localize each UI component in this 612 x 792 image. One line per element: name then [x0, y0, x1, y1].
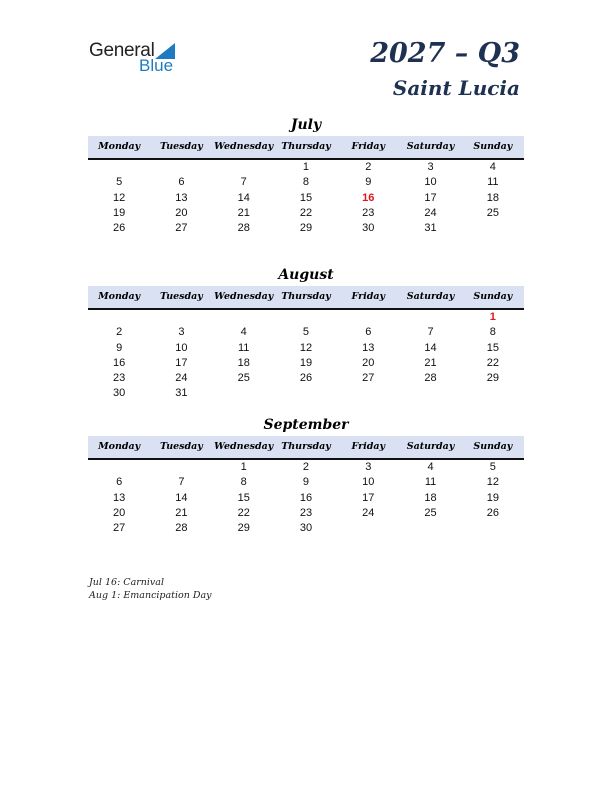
- date-cell: 16: [113, 356, 126, 369]
- week-row: [88, 356, 524, 371]
- date-cell: 27: [113, 522, 126, 535]
- date-cell: 24: [424, 206, 437, 219]
- date-cell: [462, 221, 524, 236]
- date-cell: 12: [113, 191, 126, 204]
- date-cell: [399, 310, 461, 325]
- month-name: July: [290, 117, 322, 133]
- date-cell: [399, 386, 461, 401]
- date-cell: 31: [424, 222, 437, 235]
- date-cell: [88, 160, 150, 175]
- date-cell: 17: [362, 491, 375, 504]
- date-cell: 13: [362, 341, 375, 354]
- date-cell: [88, 310, 150, 325]
- date-cell: 15: [237, 491, 250, 504]
- date-cell: 7: [427, 326, 434, 339]
- date-cell: 1: [240, 461, 247, 473]
- weekday-label: Wednesday: [214, 291, 274, 302]
- date-cell: 30: [299, 522, 313, 535]
- date-cell: 27: [175, 222, 188, 235]
- date-cell: 25: [237, 372, 250, 385]
- date-cell: 6: [178, 176, 185, 189]
- date-cell: 1: [302, 161, 310, 173]
- date-cell: [275, 310, 337, 325]
- week-row: [88, 191, 524, 206]
- date-cell: [213, 386, 275, 401]
- holiday-date-cell: 16: [362, 191, 375, 204]
- date-cell: 4: [427, 461, 434, 473]
- date-cell: 2: [116, 326, 123, 339]
- week-row: [88, 325, 524, 340]
- date-cell: 26: [299, 372, 313, 385]
- date-cell: 10: [175, 341, 188, 354]
- date-cell: 26: [486, 506, 499, 519]
- date-cell: 23: [299, 506, 313, 519]
- weekday-label: Sunday: [473, 291, 513, 302]
- weekday-label: Thursday: [281, 291, 331, 302]
- logo-blue-text: Blue: [139, 56, 174, 75]
- weekday-header: [88, 136, 524, 160]
- date-cell: 14: [175, 491, 188, 504]
- page-subtitle: Saint Lucia: [392, 76, 520, 100]
- holiday-notes: [89, 576, 212, 602]
- month-name: September: [263, 417, 349, 433]
- date-cell: 17: [175, 356, 188, 369]
- date-cell: 29: [237, 522, 250, 535]
- month-july: [88, 114, 524, 236]
- date-cell: 20: [362, 356, 375, 369]
- date-cell: 9: [302, 476, 310, 489]
- date-cell: [462, 386, 524, 401]
- weekday-header: [88, 286, 524, 310]
- date-cell: 25: [486, 206, 499, 219]
- week-row: [88, 221, 524, 236]
- month-august: [88, 264, 524, 402]
- date-cell: 25: [424, 506, 437, 519]
- date-cell: [275, 386, 337, 401]
- date-cell: [150, 460, 212, 475]
- date-cell: 4: [240, 326, 247, 339]
- date-cell: 23: [113, 372, 126, 385]
- weekday-label: Monday: [98, 141, 141, 152]
- weekday-label: Sunday: [473, 441, 513, 452]
- date-cell: [462, 521, 524, 536]
- date-cell: 26: [113, 222, 126, 235]
- date-cell: 11: [424, 476, 437, 489]
- date-cell: 3: [427, 161, 434, 173]
- week-row: [88, 491, 524, 506]
- logo: [89, 40, 189, 76]
- date-cell: 16: [299, 491, 313, 504]
- holiday-note: Jul 16: Carnival: [89, 577, 164, 588]
- date-cell: 6: [365, 326, 372, 339]
- week-row: [88, 371, 524, 386]
- week-row: [88, 475, 524, 490]
- page-title: 2027 – Q3: [370, 38, 520, 69]
- date-cell: 22: [237, 506, 250, 519]
- date-cell: 22: [299, 206, 313, 219]
- date-cell: 13: [113, 491, 126, 504]
- date-cell: [337, 386, 399, 401]
- date-cell: 24: [362, 506, 375, 519]
- week-row: [88, 341, 524, 356]
- date-cell: 19: [486, 491, 499, 504]
- week-row: [88, 506, 524, 521]
- date-cell: 6: [116, 476, 123, 489]
- date-cell: 18: [424, 491, 437, 504]
- weekday-label: Monday: [98, 441, 141, 452]
- week-row: [88, 160, 524, 175]
- date-cell: 11: [237, 341, 250, 354]
- date-cell: 23: [362, 206, 375, 219]
- date-cell: 21: [424, 356, 437, 369]
- date-cell: 4: [489, 161, 496, 173]
- date-cell: 21: [175, 506, 188, 519]
- weekday-label: Sunday: [473, 141, 513, 152]
- date-cell: 7: [178, 476, 185, 489]
- date-cell: 3: [365, 461, 372, 473]
- date-cell: 27: [362, 372, 375, 385]
- date-cell: 31: [175, 387, 188, 400]
- week-row: [88, 386, 524, 401]
- date-cell: 20: [175, 206, 188, 219]
- date-cell: 12: [299, 341, 313, 354]
- weekday-label: Wednesday: [214, 141, 274, 152]
- week-row: [88, 175, 524, 190]
- date-cell: 8: [489, 326, 496, 339]
- weekday-label: Saturday: [406, 291, 455, 302]
- weekday-header: [88, 436, 524, 460]
- date-cell: 28: [175, 522, 188, 535]
- date-cell: [150, 310, 212, 325]
- date-cell: 12: [486, 476, 499, 489]
- date-cell: 11: [487, 176, 499, 189]
- date-cell: [88, 460, 150, 475]
- date-cell: [337, 521, 399, 536]
- date-cell: 29: [299, 222, 313, 235]
- date-cell: 5: [302, 326, 310, 339]
- date-cell: 7: [240, 176, 247, 189]
- date-cell: [337, 310, 399, 325]
- date-cell: 2: [365, 161, 372, 173]
- date-cell: 18: [486, 191, 499, 204]
- date-cell: 28: [424, 372, 437, 385]
- date-cell: 22: [486, 356, 499, 369]
- weekday-label: Saturday: [406, 141, 455, 152]
- date-cell: 28: [237, 222, 250, 235]
- date-cell: 14: [237, 191, 250, 204]
- date-cell: 13: [175, 191, 188, 204]
- date-cell: 14: [424, 341, 437, 354]
- weekday-label: Monday: [98, 291, 141, 302]
- holiday-date-cell: 1: [489, 311, 496, 323]
- holiday-note: Aug 1: Emancipation Day: [89, 590, 212, 601]
- date-cell: 5: [489, 461, 496, 473]
- month-name: August: [278, 267, 334, 283]
- date-cell: 30: [362, 222, 375, 235]
- weekday-label: Friday: [351, 441, 386, 452]
- date-cell: [213, 310, 275, 325]
- week-row: [88, 460, 524, 475]
- week-row: [88, 521, 524, 536]
- weekday-label: Tuesday: [160, 291, 203, 302]
- date-cell: 9: [365, 176, 372, 189]
- date-cell: 17: [424, 191, 437, 204]
- week-row: [88, 310, 524, 325]
- date-cell: 2: [302, 461, 310, 473]
- weekday-label: Friday: [351, 291, 386, 302]
- date-cell: 21: [237, 206, 250, 219]
- date-cell: 29: [486, 372, 499, 385]
- date-cell: [213, 160, 275, 175]
- date-cell: [150, 160, 212, 175]
- date-cell: 10: [362, 476, 375, 489]
- date-cell: 8: [240, 476, 247, 489]
- logo-general-text: General: [89, 40, 155, 61]
- date-cell: 19: [299, 356, 313, 369]
- date-cell: 5: [116, 176, 123, 189]
- date-cell: 24: [175, 372, 188, 385]
- week-row: [88, 206, 524, 221]
- date-cell: 18: [237, 356, 250, 369]
- weekday-label: Tuesday: [160, 441, 203, 452]
- weekday-label: Saturday: [406, 441, 455, 452]
- date-cell: 15: [299, 191, 313, 204]
- date-cell: 3: [178, 326, 185, 339]
- month-september: [88, 414, 524, 536]
- date-cell: 19: [113, 206, 126, 219]
- weekday-label: Thursday: [281, 441, 331, 452]
- weekday-label: Thursday: [281, 141, 331, 152]
- date-cell: 8: [302, 176, 310, 189]
- date-cell: 20: [113, 506, 126, 519]
- date-cell: 10: [424, 176, 437, 189]
- weekday-label: Tuesday: [160, 141, 203, 152]
- weekday-label: Friday: [351, 141, 386, 152]
- weekday-label: Wednesday: [214, 441, 274, 452]
- date-cell: 30: [113, 387, 126, 400]
- date-cell: 15: [486, 341, 499, 354]
- date-cell: 9: [116, 341, 123, 354]
- date-cell: [399, 521, 461, 536]
